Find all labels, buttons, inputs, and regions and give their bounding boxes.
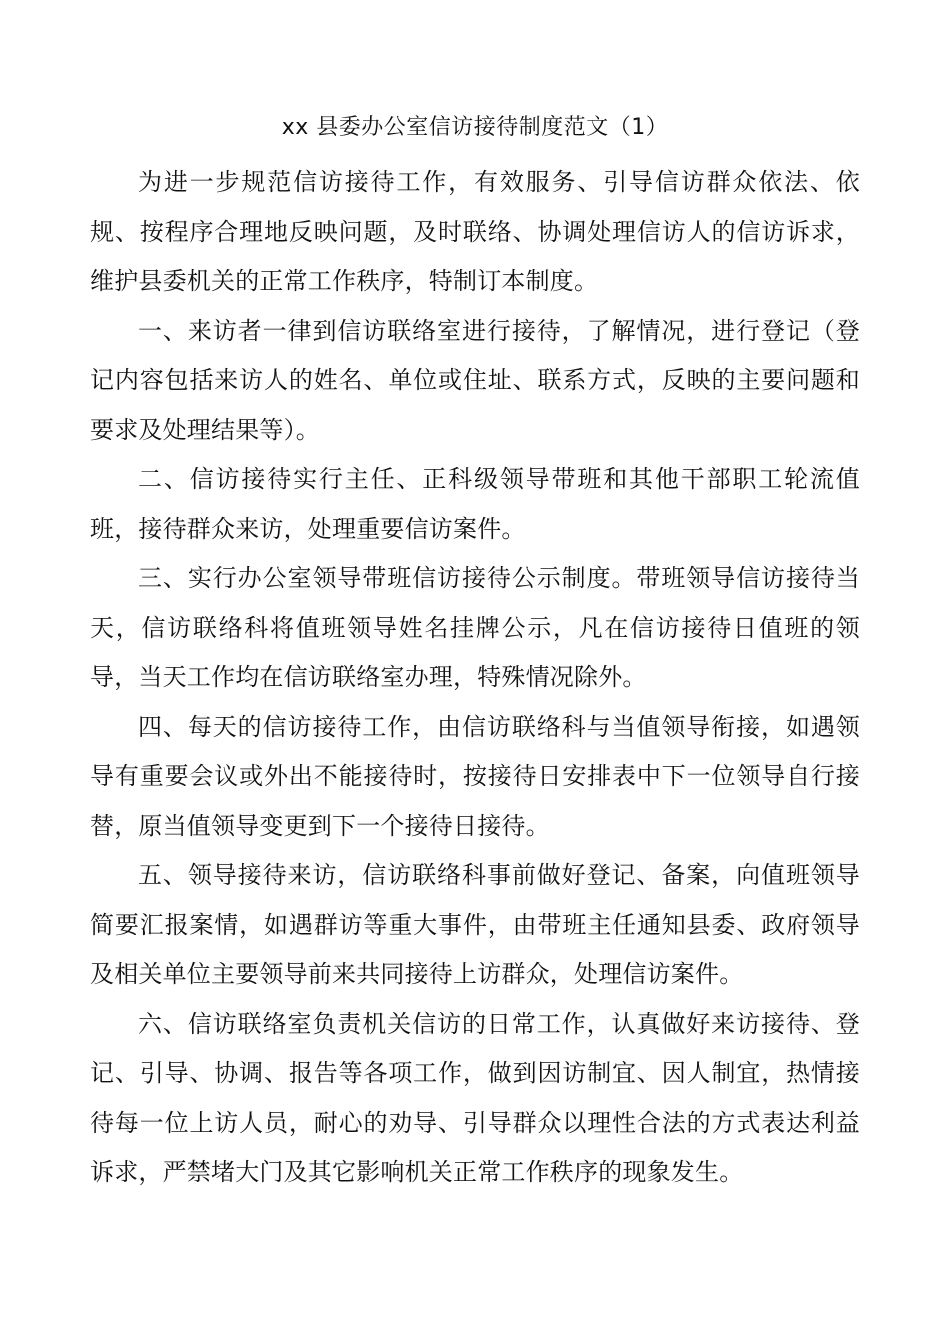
- paragraph-item-5: 五、领导接待来访，信访联络科事前做好登记、备案，向值班领导简要汇报案情，如遇群访等重大事件，由带班主任通知县委、政府领导及相关单位主要领导前来共同接待上访群众，处理信访案件。: [90, 861, 860, 988]
- paragraph-item-4: 四、每天的信访接待工作，由信访联络科与当值领导衔接，如遇领导有重要会议或外出不能接待时，按接待日安排表中下一位领导自行接替，原当值领导变更到下一个接待日接待。: [90, 712, 860, 840]
- paragraph-item-3: 三、实行办公室领导带班信访接待公示制度。带班领导信访接待当天，信访联络科将值班领导姓名挂牌公示，凡在信访接待日值班的领导，当天工作均在信访联络室办理，特殊情况除外。: [90, 564, 860, 691]
- paragraph-item-6: 六、信访联络室负责机关信访的日常工作，认真做好来访接待、登记、引导、协调、报告等各项工作，做到因访制宜、因人制宜，热情接待每一位上访人员，耐心的劝导、引导群众以理性合法的方式表达利益诉求，严禁堵大门及其它影响机关正常工作秩序的现象发生。: [90, 1009, 860, 1186]
- document-body: [90, 158, 860, 1198]
- paragraph-item-1: 一、来访者一律到信访联络室进行接待，了解情况，进行登记（登记内容包括来访人的姓名、单位或住址、联系方式，反映的主要问题和要求及处理结果等）。: [90, 316, 860, 444]
- paragraph-item-2: 二、信访接待实行主任、正科级领导带班和其他干部职工轮流值班，接待群众来访，处理重要信访案件。: [90, 465, 860, 543]
- paragraph-intro: 为进一步规范信访接待工作，有效服务、引导信访群众依法、依规、按程序合理地反映问题，及时联络、协调处理信访人的信访诉求，维护县委机关的正常工作秩序，特制订本制度。: [90, 168, 860, 295]
- document-title: xx 县委办公室信访接待制度范文（1）: [281, 115, 669, 140]
